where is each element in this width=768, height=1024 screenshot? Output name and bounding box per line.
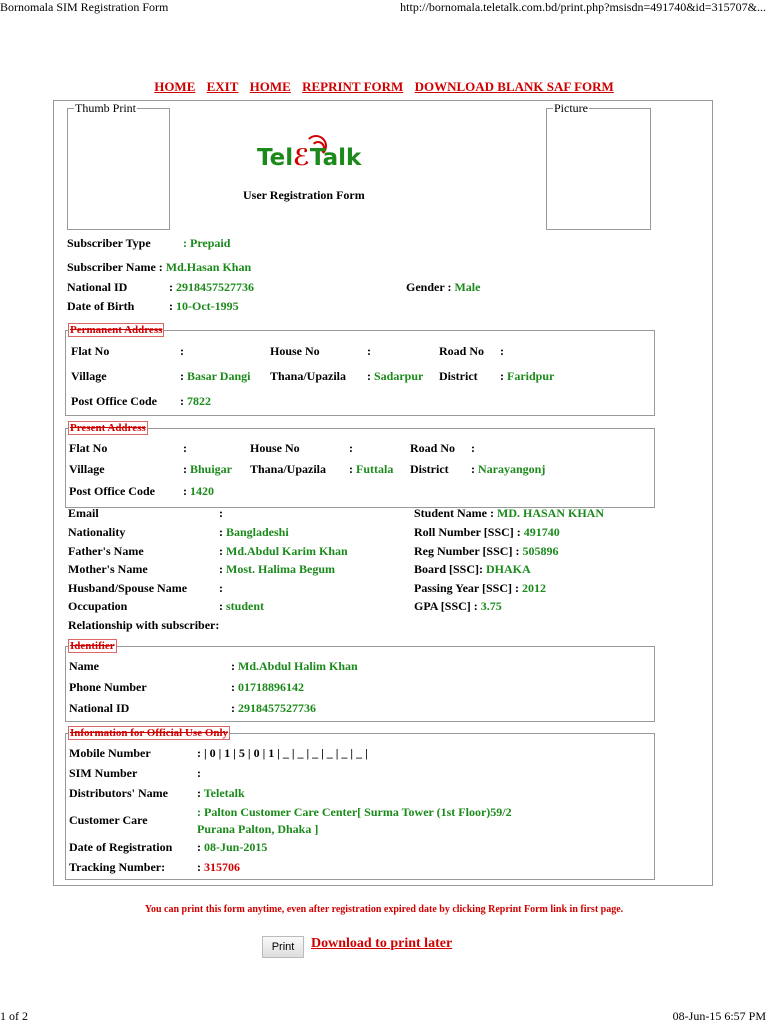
nav-reprint-link[interactable]: REPRINT FORM — [302, 79, 404, 94]
spouse-label: Husband/Spouse Name — [68, 581, 188, 595]
reprint-note: You can print this form anytime, even after registration expired date by clicking Reprint Form link in first page. — [144, 904, 624, 915]
permanent-address-legend: Permanent Address — [70, 324, 163, 336]
pres-flat-label: Flat No — [69, 441, 108, 455]
pres-road-label: Road No — [410, 441, 456, 455]
gender-value: Male — [454, 280, 481, 294]
pres-po-value: 1420 — [190, 484, 214, 498]
nationality-value: Bangladeshi — [226, 525, 289, 539]
subscriber-name-label: Subscriber Name : Md.Hasan Khan — [67, 260, 252, 274]
picture-box — [546, 101, 651, 230]
subscriber-type-label: Subscriber Type — [67, 236, 151, 250]
pres-district-value: Narayangonj — [478, 462, 546, 476]
gpa-value: 3.75 — [480, 599, 502, 613]
identifier-phone-label: Phone Number — [69, 680, 147, 694]
registration-date-value: 08-Jun-2015 — [204, 840, 268, 854]
perm-district-value: Faridpur — [507, 369, 555, 383]
gpa-label: GPA [SSC] — [414, 599, 471, 613]
nav-download-blank-link[interactable]: DOWNLOAD BLANK SAF FORM — [414, 79, 614, 94]
page-counter: 1 of 2 — [0, 1009, 28, 1023]
pres-village-value: Bhuigar — [190, 462, 233, 476]
customer-care-label: Customer Care — [69, 813, 148, 827]
nav-bar — [0, 79, 768, 95]
identifier-name-value: Md.Abdul Halim Khan — [238, 659, 358, 673]
roll-value: 491740 — [523, 525, 560, 539]
teletalk-logo — [255, 135, 385, 190]
perm-thana-value: Sadarpur — [374, 369, 424, 383]
mobile-value: : | 0 | 1 | 5 | 0 | 1 | _ | _ | _ | _ | _ | _ | — [197, 746, 368, 760]
national-id-row: : 2918457527736 — [169, 280, 254, 294]
thumb-print-label: Thumb Print — [75, 101, 137, 115]
subscriber-type-value: : Prepaid — [183, 236, 231, 250]
reg-label: Reg Number [SSC] — [414, 544, 513, 558]
customer-care-value-line2: Purana Palton, Dhaka ] — [197, 822, 319, 836]
perm-village-value: Basar Dangi — [187, 369, 251, 383]
perm-po-value: 7822 — [187, 394, 211, 408]
distributor-value: Teletalk — [203, 786, 245, 800]
board-label: Board [SSC]: — [414, 562, 484, 576]
mother-label: Mother's Name — [68, 562, 148, 576]
roll-label: Roll Number [SSC] — [414, 525, 514, 539]
email-label: Email — [68, 506, 99, 520]
customer-care-value-line1: : Palton Customer Care Center[ Surma Tower (1st Floor)59/2 — [197, 805, 512, 819]
pres-thana-label: Thana/Upazila — [250, 462, 327, 476]
identifier-legend: Identifier — [70, 640, 115, 652]
page-url: http://bornomala.teletalk.com.bd/print.php?msisdn=491740&id=315707&... — [400, 0, 766, 14]
distributor-label: Distributors' Name — [69, 786, 168, 800]
pres-district-label: District — [410, 462, 449, 476]
occupation-label: Occupation — [68, 599, 128, 613]
dob-row: : 10-Oct-1995 — [169, 299, 239, 313]
perm-village-label: Village — [71, 369, 107, 383]
pres-village-label: Village — [69, 462, 105, 476]
pres-thana-value: Futtala — [356, 462, 394, 476]
identifier-name-label: Name — [69, 659, 99, 673]
download-link[interactable]: Download to print later — [311, 936, 453, 951]
sim-label: SIM Number — [69, 766, 138, 780]
father-label: Father's Name — [68, 544, 144, 558]
official-use-legend: Information for Official Use Only — [70, 727, 229, 739]
board-value: DHAKA — [486, 562, 531, 576]
identifier-phone-value: 01718896142 — [238, 680, 304, 694]
dob-label: Date of Birth — [67, 299, 135, 313]
print-datetime: 08-Jun-15 6:57 PM — [672, 1009, 766, 1023]
nav-home-link[interactable]: HOME — [154, 79, 196, 94]
reg-value: 505896 — [522, 544, 559, 558]
mother-value: Most. Halima Begum — [226, 562, 335, 576]
student-name-value: MD. HASAN KHAN — [497, 506, 605, 520]
document-title: Bornomala SIM Registration Form — [0, 0, 169, 14]
nav-exit-link[interactable]: EXIT — [206, 79, 239, 94]
student-name-label: Student Name — [414, 506, 488, 520]
perm-thana-label: Thana/Upazila — [270, 369, 347, 383]
picture-label: Picture — [554, 101, 588, 115]
pres-po-label: Post Office Code — [69, 484, 155, 498]
mobile-label: Mobile Number — [69, 746, 151, 760]
print-button[interactable]: Print — [262, 936, 304, 958]
father-value: Md.Abdul Karim Khan — [226, 544, 348, 558]
subscriber-name-value: Md.Hasan Khan — [165, 260, 252, 274]
thumb-print-box — [67, 101, 170, 230]
perm-flat-label: Flat No — [71, 344, 110, 358]
perm-district-label: District — [439, 369, 478, 383]
year-label: Passing Year [SSC] — [414, 581, 513, 595]
present-address-legend: Present Address — [70, 422, 146, 434]
perm-house-label: House No — [270, 344, 320, 358]
national-id-label: National ID — [67, 280, 128, 294]
year-value: 2012 — [522, 581, 547, 595]
tracking-label: Tracking Number: — [69, 860, 166, 874]
occupation-value: student — [226, 599, 265, 613]
tracking-value: 315706 — [204, 860, 240, 874]
perm-road-label: Road No — [439, 344, 485, 358]
logo-wordmark: TelℰTalk — [257, 145, 362, 171]
pres-house-label: House No — [250, 441, 300, 455]
registration-date-label: Date of Registration — [69, 840, 173, 854]
relationship-label: Relationship with subscriber: — [68, 618, 220, 632]
identifier-nid-label: National ID — [69, 701, 130, 715]
national-id-value: 2918457527736 — [176, 280, 254, 294]
identifier-section — [65, 640, 655, 722]
identifier-nid-value: 2918457527736 — [238, 701, 316, 715]
nav-home-link-2[interactable]: HOME — [249, 79, 291, 94]
dob-value: 10-Oct-1995 — [176, 299, 239, 313]
nationality-label: Nationality — [68, 525, 126, 539]
gender-row: Gender : Male — [406, 280, 481, 294]
perm-po-label: Post Office Code — [71, 394, 157, 408]
form-title: User Registration Form — [243, 188, 365, 202]
